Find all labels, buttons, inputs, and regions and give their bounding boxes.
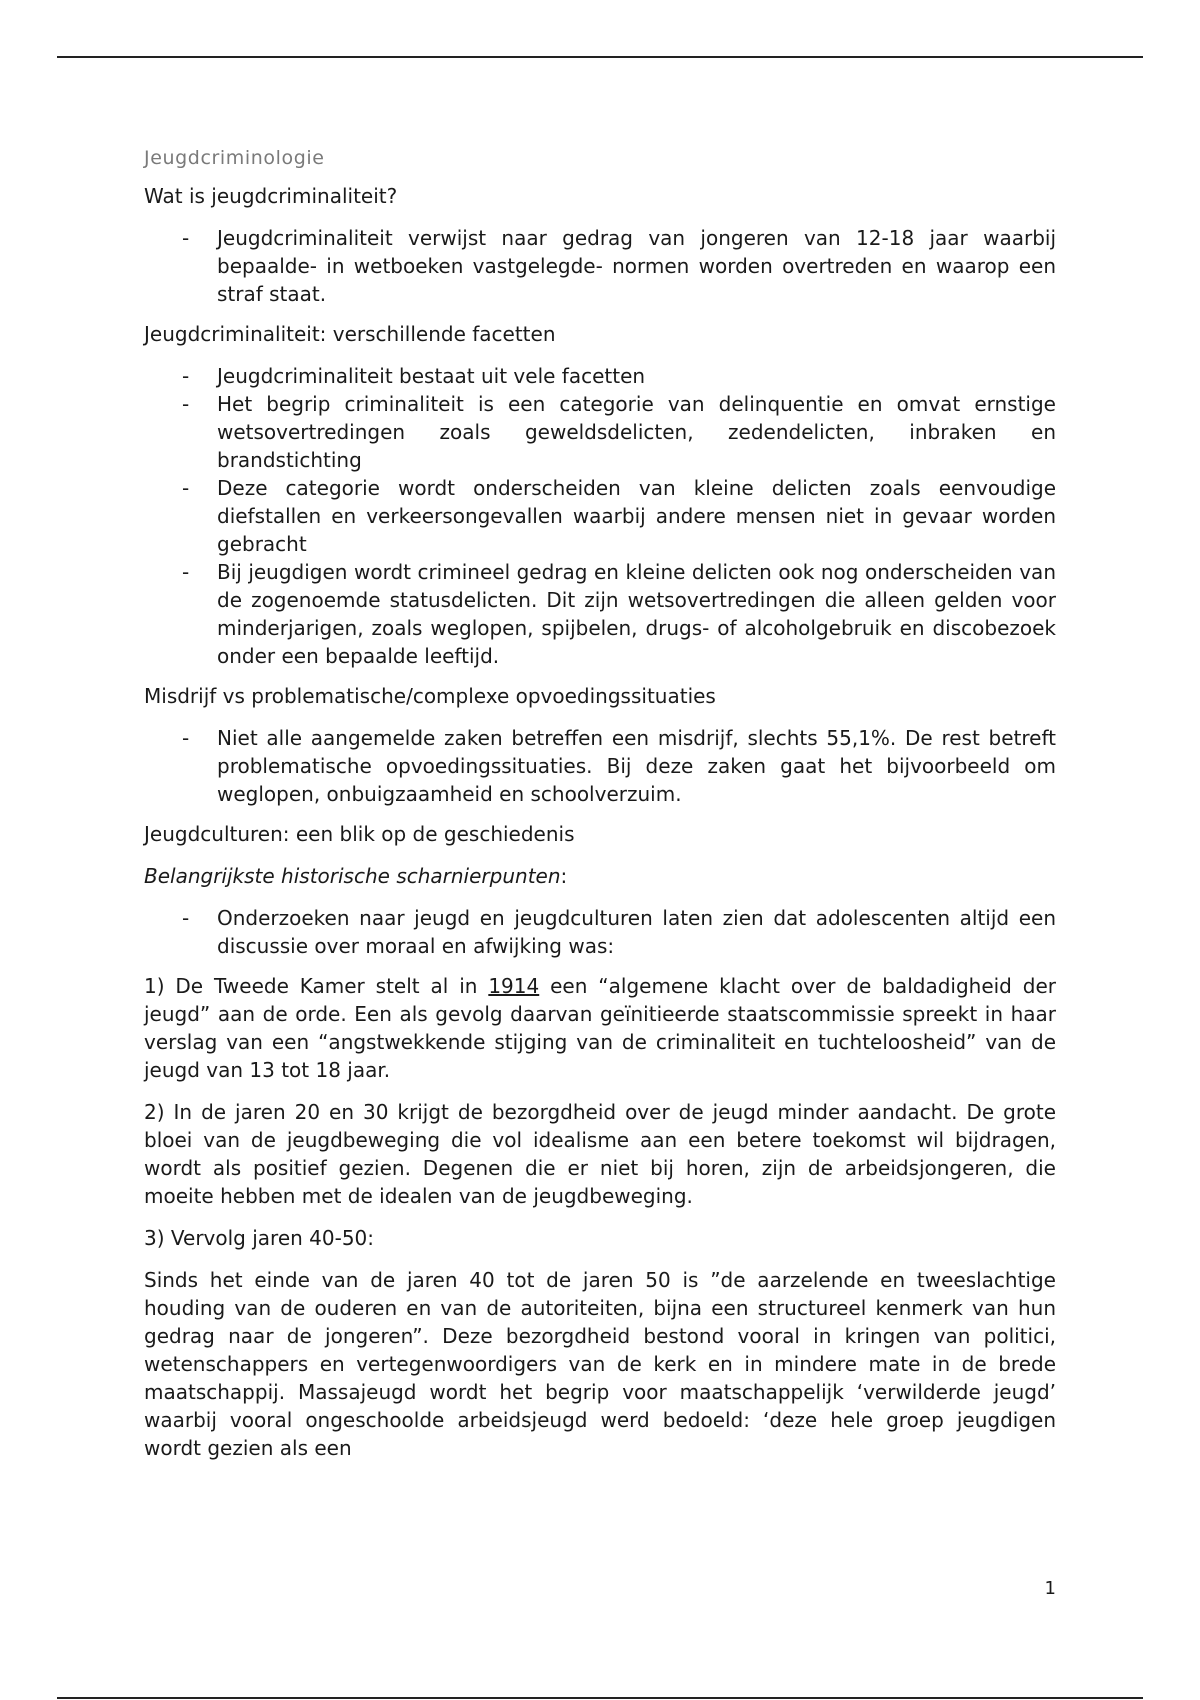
- section-heading: Misdrijf vs problematische/complexe opvoedingssituaties: [144, 684, 716, 708]
- list-item: - Jeugdcriminaliteit verwijst naar gedrag van jongeren van 12-18 jaar waarbij bepaalde- in wetboeken vastgelegde- normen worden overtreden en waarop een straf staat.: [182, 226, 1056, 306]
- section-heading: Jeugdculturen: een blik op de geschiedenis: [144, 822, 575, 846]
- footer-rule: [57, 1697, 1143, 1699]
- underlined-year: 1914: [488, 974, 540, 998]
- list-item: - Bij jeugdigen wordt crimineel gedrag en kleine delicten ook nog onderscheiden van de zogenoemde statusdelicten. Dit zijn wetsovertredingen die alleen gelden voor minderjarigen, zoals weglopen, spijbelen, drugs- of alcoholgebruik en discobezoek onder een bepaalde leeftijd.: [182, 560, 1056, 668]
- paragraph: Sinds het einde van de jaren 40 tot de jaren 50 is ”de aarzelende en tweeslachtige houding van de ouderen en van de autoriteiten, bijna een structureel kenmerk van hun gedrag naar de jongeren”. Deze bezorgdheid bestond vooral in kringen van politici, wetenschappers en vertegenwoordigers van de kerk en in mindere mate in de brede maatschappij. Massajeugd wordt het begrip voor maatschappelijk ‘verwilderde jeugd’ waarbij vooral ongeschoolde arbeidsjeugd werd bedoeld: ‘deze hele groep jeugdigen wordt gezien als een: [144, 1268, 1056, 1460]
- dash-bullet: -: [182, 226, 190, 250]
- paragraph: 3) Vervolg jaren 40-50:: [144, 1226, 375, 1250]
- document-title: Jeugdcriminologie: [144, 147, 325, 169]
- dash-bullet: -: [182, 392, 190, 416]
- bullet-list: [144, 362, 1056, 670]
- header-rule: [57, 56, 1143, 58]
- list-item: - Onderzoeken naar jeugd en jeugdculturen laten zien dat adolescenten altijd een discussie over moraal en afwijking was:: [182, 906, 1056, 958]
- list-item: - Jeugdcriminaliteit bestaat uit vele facetten: [182, 364, 646, 388]
- section-heading: Jeugdcriminaliteit: verschillende facetten: [144, 322, 556, 346]
- list-item: - Het begrip criminaliteit is een categorie van delinquentie en omvat ernstige wetsovertredingen zoals geweldsdelicten, zedendelicten, inbraken en brandstichting: [182, 392, 1056, 472]
- paragraph: 1) De Tweede Kamer stelt al in 1914 een “algemene klacht over de baldadigheid der jeugd” aan de orde. Een als gevolg daarvan geïnitieerde staatscommissie spreekt in haar verslag van een “angstwekkende stijging van de criminaliteit en tuchteloosheid” van de jeugd van 13 tot 18 jaar.: [144, 974, 1056, 1082]
- bullet-list: [144, 904, 1056, 960]
- dash-bullet: -: [182, 364, 190, 388]
- paragraph: 2) In de jaren 20 en 30 krijgt de bezorgdheid over de jeugd minder aandacht. De grote bloei van de jeugdbeweging die vol idealisme aan een betere toekomst wil bijdragen, wordt als positief gezien. Degenen die er niet bij horen, zijn de arbeidsjongeren, die moeite hebben met de idealen van de jeugdbeweging.: [144, 1100, 1056, 1208]
- subheading: Belangrijkste historische scharnierpunten:: [144, 864, 568, 888]
- bullet-list: [144, 724, 1056, 808]
- dash-bullet: -: [182, 560, 190, 584]
- section-heading: Wat is jeugdcriminaliteit?: [144, 184, 398, 208]
- list-item: - Deze categorie wordt onderscheiden van kleine delicten zoals eenvoudige diefstallen en verkeersongevallen waarbij andere mensen niet in gevaar worden gebracht: [182, 476, 1056, 556]
- list-item: - Niet alle aangemelde zaken betreffen een misdrijf, slechts 55,1%. De rest betreft problematische opvoedingssituaties. Bij deze zaken gaat het bijvoorbeeld om weglopen, onbuigzaamheid en schoolverzuim.: [182, 726, 1056, 806]
- bullet-list: [144, 224, 1056, 308]
- dash-bullet: -: [182, 476, 190, 500]
- dash-bullet: -: [182, 906, 190, 930]
- page-content: [144, 144, 1056, 1476]
- dash-bullet: -: [182, 726, 190, 750]
- page-number: 1: [1044, 1578, 1056, 1599]
